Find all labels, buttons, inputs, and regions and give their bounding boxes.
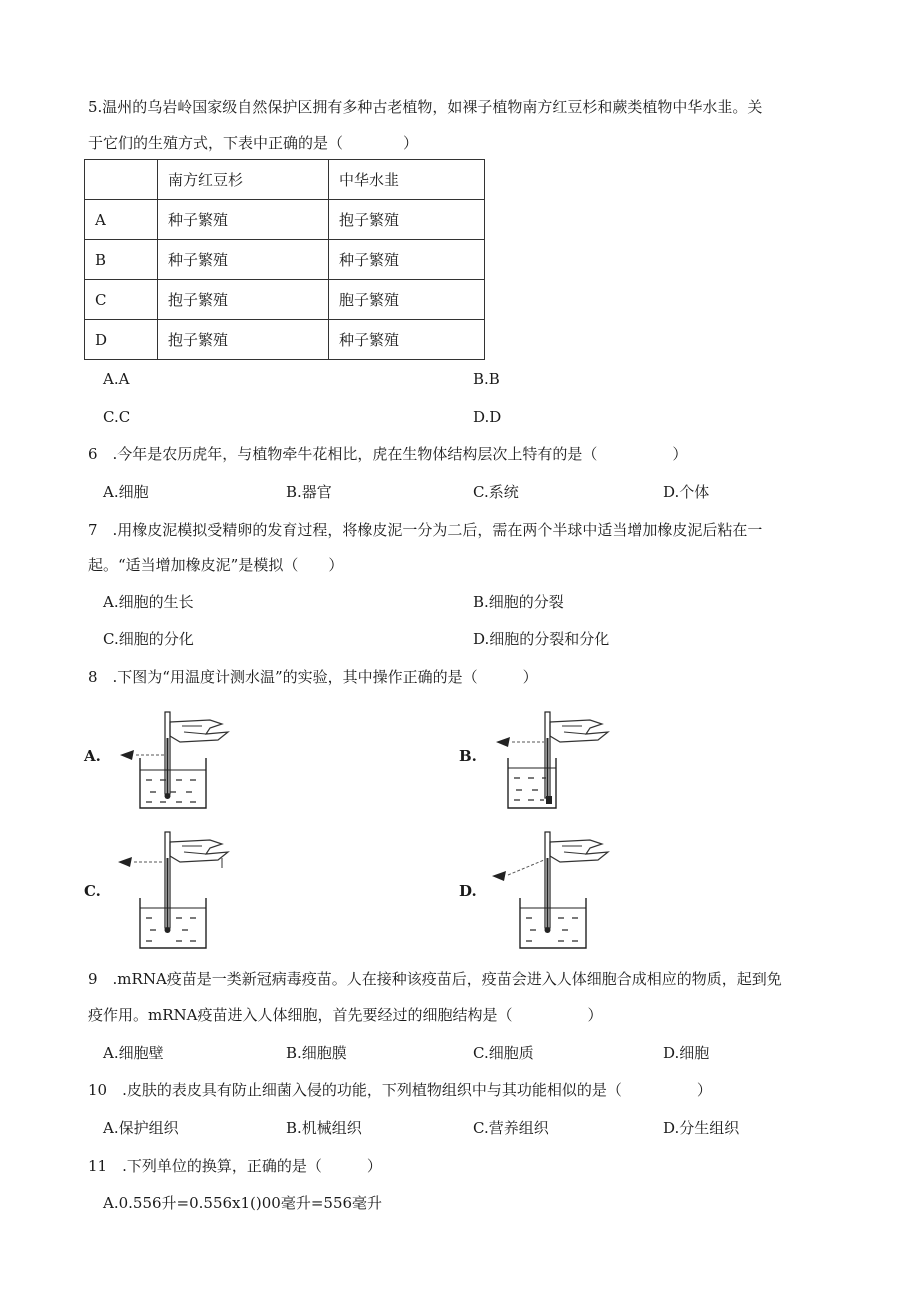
table-cell: B bbox=[85, 240, 158, 280]
table-cell: 中华水韭 bbox=[329, 160, 485, 200]
table-cell: 种子繁殖 bbox=[329, 320, 485, 360]
table-cell bbox=[85, 160, 158, 200]
thermometer-figure-a bbox=[110, 708, 240, 812]
q6-option-d: D.个体 bbox=[663, 483, 710, 501]
q10-option-a: A.保护组织 bbox=[103, 1119, 179, 1137]
q5-table bbox=[84, 159, 485, 360]
table-cell: 抱子繁殖 bbox=[158, 280, 329, 320]
q11-stem: 11 .下列单位的换算，正确的是（ ） bbox=[88, 1157, 382, 1175]
q6-stem: 6 .今年是农历虎年，与植物牵牛花相比，虎在生物体结构层次上特有的是（ ） bbox=[88, 445, 688, 463]
q9-stem-line1: 9 .mRNA疫苗是一类新冠病毒疫苗。人在接种该疫苗后，疫苗会进入人体细胞合成相应的物质，起到免 bbox=[88, 970, 782, 988]
q10-option-c: C.营养组织 bbox=[473, 1119, 549, 1137]
q7-option-b: B.细胞的分裂 bbox=[473, 593, 564, 611]
q10-stem: 10 .皮肤的表皮具有防止细菌入侵的功能，下列植物组织中与其功能相似的是（ ） bbox=[88, 1081, 712, 1099]
table-cell: A bbox=[85, 200, 158, 240]
thermometer-figure-b bbox=[488, 708, 618, 812]
table-cell: 种子繁殖 bbox=[158, 240, 329, 280]
q10-option-d: D.分生组织 bbox=[663, 1119, 740, 1137]
table-row bbox=[85, 320, 485, 360]
q5-stem-line2: 于它们的生殖方式，下表中正确的是（ ） bbox=[88, 134, 419, 152]
figure-label-d: D. bbox=[459, 882, 477, 900]
figure-label-c: C. bbox=[84, 882, 101, 900]
table-cell: C bbox=[85, 280, 158, 320]
q7-stem-line2: 起。“适当增加橡皮泥”是模拟（ ） bbox=[88, 556, 344, 574]
q9-option-b: B.细胞膜 bbox=[286, 1044, 347, 1062]
table-row bbox=[85, 200, 485, 240]
q7-option-a: A.细胞的生长 bbox=[103, 593, 194, 611]
q9-option-d: D.细胞 bbox=[663, 1044, 710, 1062]
q8-stem: 8 .下图为“用温度计测水温”的实验，其中操作正确的是（ ） bbox=[88, 668, 538, 686]
table-cell: 抱子繁殖 bbox=[329, 200, 485, 240]
q5-option-c: C.C bbox=[103, 408, 131, 426]
q11-option-a: A.0.556升=0.556x1()00毫升=556毫升 bbox=[103, 1194, 383, 1212]
q6-option-c: C.系统 bbox=[473, 483, 519, 501]
table-row bbox=[85, 280, 485, 320]
figure-label-a: A. bbox=[84, 747, 101, 765]
q9-option-c: C.细胞质 bbox=[473, 1044, 534, 1062]
q7-stem-line1: 7 .用橡皮泥模拟受精卵的发育过程，将橡皮泥一分为二后，需在两个半球中适当增加橡皮泥后粘在一 bbox=[88, 521, 763, 539]
q5-option-b: B.B bbox=[473, 370, 500, 388]
table-cell: 胞子繁殖 bbox=[329, 280, 485, 320]
q6-option-a: A.细胞 bbox=[103, 483, 149, 501]
thermometer-figure-d bbox=[488, 828, 618, 952]
table-cell: 种子繁殖 bbox=[329, 240, 485, 280]
q5-option-d: D.D bbox=[473, 408, 502, 426]
q7-option-d: D.细胞的分裂和分化 bbox=[473, 630, 610, 648]
q7-option-c: C.细胞的分化 bbox=[103, 630, 194, 648]
table-row bbox=[85, 240, 485, 280]
table-cell: 南方红豆杉 bbox=[158, 160, 329, 200]
table-cell: 种子繁殖 bbox=[158, 200, 329, 240]
table-cell: D bbox=[85, 320, 158, 360]
q5-option-a: A.A bbox=[103, 370, 130, 388]
figure-label-b: B. bbox=[459, 747, 477, 765]
q6-option-b: B.器官 bbox=[286, 483, 332, 501]
table-header-row bbox=[85, 160, 485, 200]
table-cell: 抱子繁殖 bbox=[158, 320, 329, 360]
q9-option-a: A.细胞壁 bbox=[103, 1044, 164, 1062]
thermometer-figure-c bbox=[110, 828, 240, 952]
q5-stem-line1: 5.温州的乌岩岭国家级自然保护区拥有多种古老植物，如裸子植物南方红豆杉和蕨类植物中华水韭。关 bbox=[88, 98, 763, 116]
q10-option-b: B.机械组织 bbox=[286, 1119, 362, 1137]
q9-stem-line2: 疫作用。mRNA疫苗进入人体细胞，首先要经过的细胞结构是（ ） bbox=[88, 1006, 603, 1024]
